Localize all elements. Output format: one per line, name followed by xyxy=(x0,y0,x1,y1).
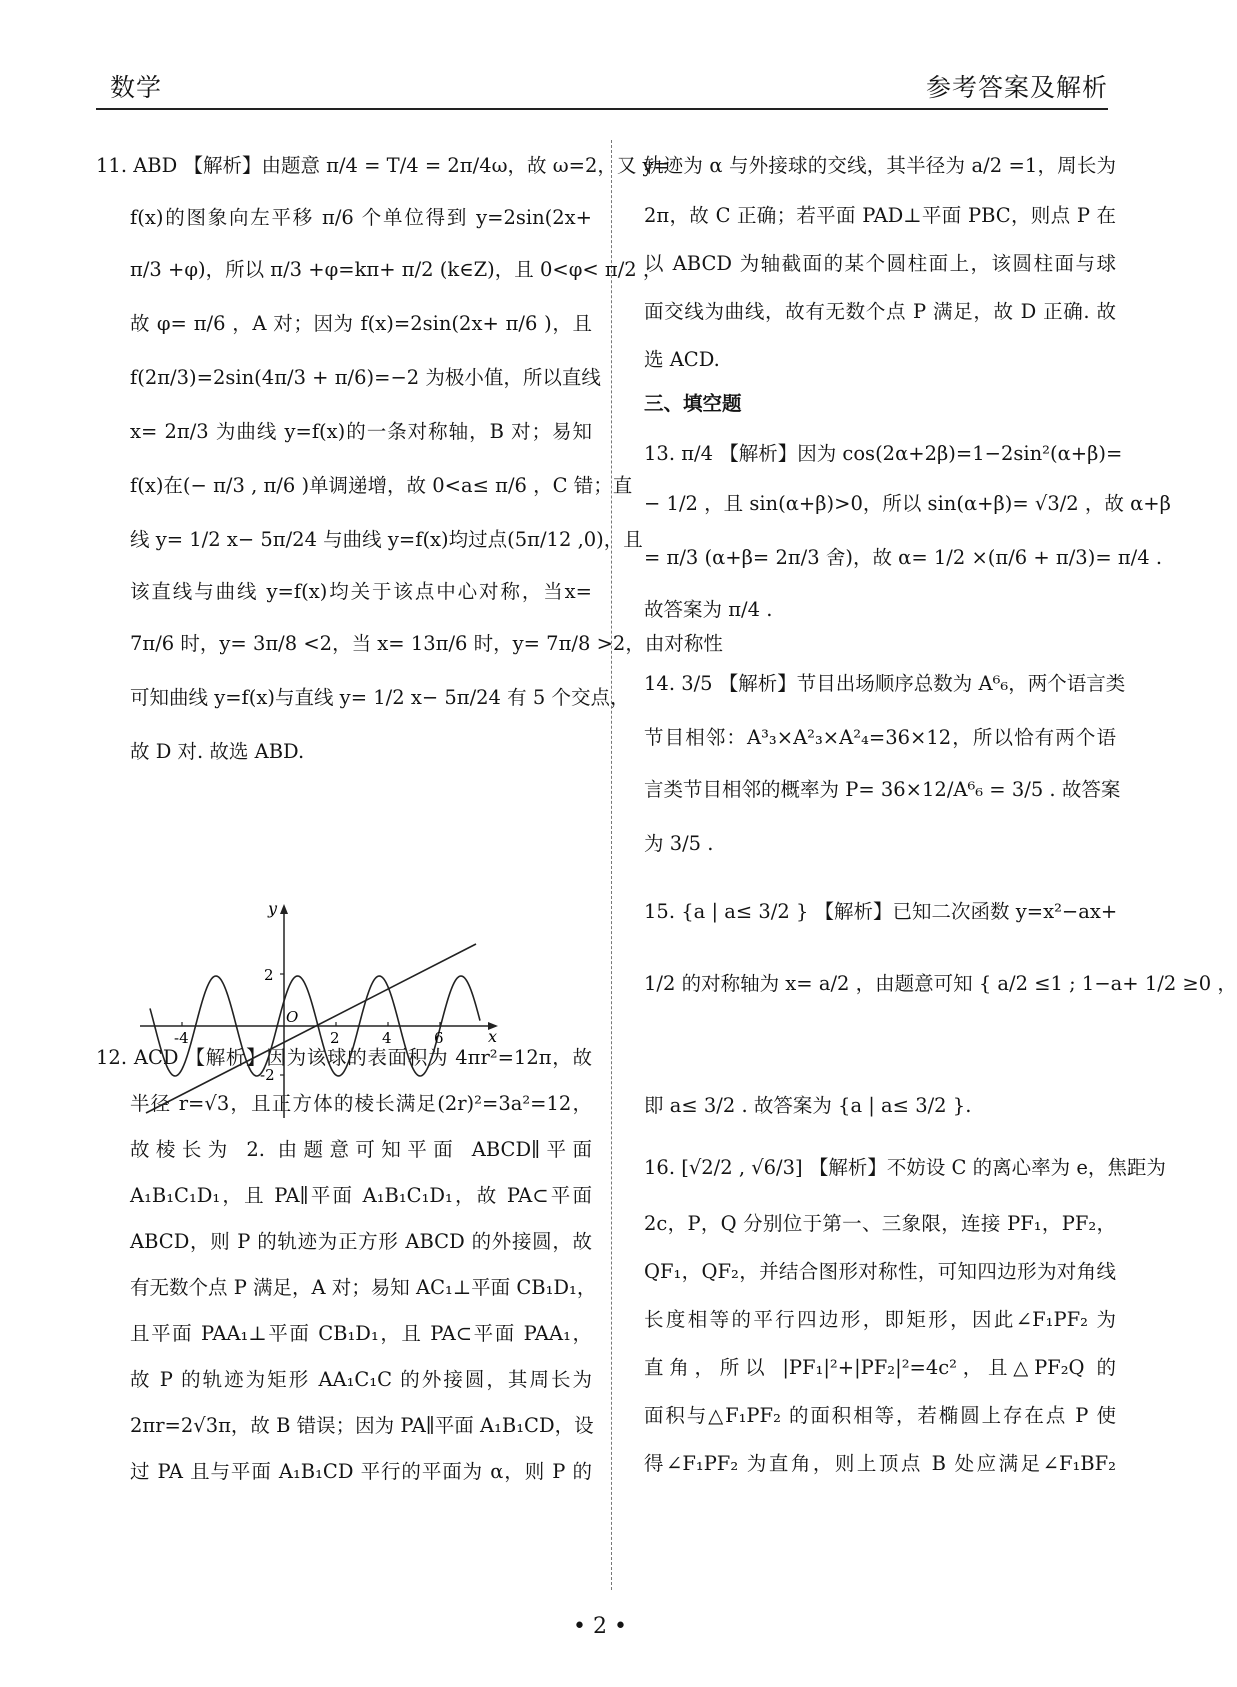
q11-line-5: f(2π/3)=2sin(4π/3 + π/6)=−2 为极小值，所以直线 xyxy=(130,366,601,389)
q11-line-2: f(x)的图象向左平移 π/6 个单位得到 y=2sin(2x+ xyxy=(130,206,592,229)
header-doc-title: 参考答案及解析 xyxy=(925,73,1108,102)
q11-line-1: 11. ABD 【解析】由题意 π/4 = T/4 = 2π/4ω，故 ω=2，又 y= xyxy=(96,154,670,177)
q14-line-3: 言类节目相邻的概率为 P= 36×12/A⁶₆ = 3/5 . 故答案 xyxy=(644,778,1121,801)
q12-line-9: 2πr=2√3π，故 B 错误；因为 PA∥平面 A₁B₁CD，设 xyxy=(130,1414,594,1437)
q12-line-8: 故 P 的轨迹为矩形 AA₁C₁C 的外接圆，其周长为 xyxy=(130,1368,592,1391)
q16-line-3: QF₁，QF₂，并结合图形对称性，可知四边形为对角线 xyxy=(644,1260,1116,1283)
q12-line-3: 故棱长为 2. 由题意可知平面 ABCD∥平面 xyxy=(130,1138,592,1161)
q16-line-6: 面积与△F₁PF₂ 的面积相等，若椭圆上存在点 P 使 xyxy=(644,1404,1116,1427)
y-tick-pos-label: 2 xyxy=(264,966,274,984)
q11-line-4: 故 φ= π/6 ，A 对；因为 f(x)=2sin(2x+ π/6 )，且 xyxy=(130,312,592,335)
q11-line-11: 可知曲线 y=f(x)与直线 y= 1/2 x− 5π/24 有 5 个交点， xyxy=(130,686,630,709)
q14-line-4: 为 3/5 . xyxy=(644,832,714,855)
x-tick-2-label: 2 xyxy=(330,1029,340,1047)
q11-line-8: 线 y= 1/2 x− 5π/24 与曲线 y=f(x)均过点(5π/12 ,0)，且 xyxy=(130,528,643,551)
page-number: • 2 • xyxy=(573,1614,627,1639)
q13-line-3: = π/3 (α+β= 2π/3 舍)，故 α= 1/2 ×(π/6 + π/3)= π/4 . xyxy=(644,546,1163,569)
q11-line-7: f(x)在(− π/3 , π/6 )单调递增，故 0<a≤ π/6 ，C 错；直 xyxy=(130,474,633,497)
q12-line-10: 过 PA 且与平面 A₁B₁CD 平行的平面为 α，则 P 的 xyxy=(130,1460,592,1483)
q16-line-4: 长度相等的平行四边形，即矩形，因此∠F₁PF₂ 为 xyxy=(644,1308,1116,1331)
q12-line-14: 面交线为曲线，故有无数个点 P 满足，故 D 正确. 故 xyxy=(644,300,1116,323)
q12-line-6: 有无数个点 P 满足，A 对；易知 AC₁⊥平面 CB₁D₁， xyxy=(130,1276,597,1299)
x-tick-6-label: 6 xyxy=(434,1029,444,1047)
x-tick-m4-label: -4 xyxy=(174,1029,189,1047)
x-tick-4-label: 4 xyxy=(382,1029,392,1047)
q14-line-2: 节目相邻：A³₃×A²₃×A²₄=36×12，所以恰有两个语 xyxy=(644,726,1116,749)
q16-line-1: 16. [√2/2 , √6/3] 【解析】不妨设 C 的离心率为 e，焦距为 xyxy=(644,1156,1166,1179)
q15-line-1: 15. {a | a≤ 3/2 } 【解析】已知二次函数 y=x²−ax+ xyxy=(644,900,1118,923)
x-axis-label: x xyxy=(488,1027,498,1046)
q11-line-6: x= 2π/3 为曲线 y=f(x)的一条对称轴，B 对；易知 xyxy=(130,420,592,443)
q12-line-2: 半径 r=√3，且正方体的棱长满足(2r)²=3a²=12， xyxy=(130,1092,592,1115)
q14-line-1: 14. 3/5 【解析】节目出场顺序总数为 A⁶₆，两个语言类 xyxy=(644,672,1126,695)
q11-line-12: 故 D 对. 故选 ABD. xyxy=(130,740,305,763)
q16-line-2: 2c，P，Q 分别位于第一、三象限，连接 PF₁，PF₂， xyxy=(644,1212,1116,1235)
y-tick-neg-label: -2 xyxy=(260,1066,275,1084)
q12-line-11: 轨迹为 α 与外接球的交线，其半径为 a/2 =1，周长为 xyxy=(644,154,1116,177)
q12-line-15: 选 ACD. xyxy=(644,348,720,371)
column-divider xyxy=(611,140,612,1590)
q12-line-1: 12. ACD 【解析】因为该球的表面积为 4πr²=12π，故 xyxy=(96,1046,592,1069)
q11-line-10: 7π/6 时，y= 3π/8 <2，当 x= 13π/6 时，y= 7π/8 >2，由对称性 xyxy=(130,632,723,655)
header-rule xyxy=(96,108,1108,110)
q15-line-2: 1/2 的对称轴为 x= a/2 ，由题意可知 { a/2 ≤1 ; 1−a+ 1/2 ≥0 ， xyxy=(644,972,1237,995)
q16-line-5: 直角，所以 |PF₁|²+|PF₂|²=4c²，且△PF₂Q 的 xyxy=(644,1356,1116,1379)
origin-label: O xyxy=(286,1008,299,1026)
q13-line-4: 故答案为 π/4 . xyxy=(644,598,773,621)
q12-line-5: ABCD，则 P 的轨迹为正方形 ABCD 的外接圆，故 xyxy=(130,1230,592,1253)
header-subject: 数学 xyxy=(110,73,163,102)
q13-line-1: 13. π/4 【解析】因为 cos(2α+2β)=1−2sin²(α+β)= xyxy=(644,442,1123,465)
q15-line-3: 即 a≤ 3/2 . 故答案为 {a | a≤ 3/2 }. xyxy=(644,1094,972,1117)
function-graph xyxy=(140,900,540,1128)
y-axis-label: y xyxy=(268,899,278,918)
q11-line-9: 该直线与曲线 y=f(x)均关于该点中心对称，当x= xyxy=(130,580,592,603)
y-axis-arrow xyxy=(280,904,288,914)
q11-line-3: π/3 +φ)，所以 π/3 +φ=kπ+ π/2 (k∈Z)，且 0<φ< π/2 ， xyxy=(130,258,663,281)
q12-line-4: A₁B₁C₁D₁，且 PA∥平面 A₁B₁C₁D₁，故 PA⊂平面 xyxy=(130,1184,592,1207)
q13-line-2: − 1/2 ，且 sin(α+β)>0，所以 sin(α+β)= √3/2 ，故 α+β xyxy=(644,492,1171,515)
section-fill-in: 三、填空题 xyxy=(644,392,742,415)
q12-line-13: 以 ABCD 为轴截面的某个圆柱面上，该圆柱面与球 xyxy=(644,252,1116,275)
q12-line-7: 且平面 PAA₁⊥平面 CB₁D₁，且 PA⊂平面 PAA₁， xyxy=(130,1322,592,1345)
q16-line-7: 得∠F₁PF₂ 为直角，则上顶点 B 处应满足∠F₁BF₂ xyxy=(644,1452,1116,1475)
q12-line-12: 2π，故 C 正确；若平面 PAD⊥平面 PBC，则点 P 在 xyxy=(644,204,1116,227)
